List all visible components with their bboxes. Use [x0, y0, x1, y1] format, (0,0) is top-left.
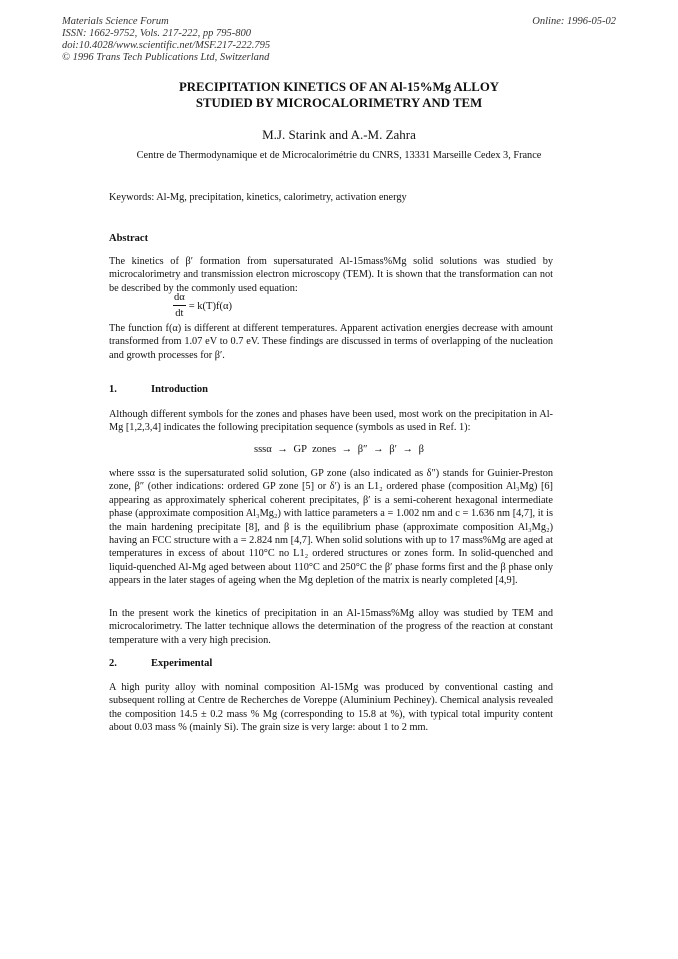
doi-line: doi:10.4028/www.scientific.net/MSF.217-222.795: [62, 40, 271, 51]
authors: M.J. Starink and A.-M. Zahra: [262, 127, 416, 142]
keywords: Keywords: Al-Mg, precipitation, kinetics, calorimetry, activation energy: [109, 192, 407, 203]
title-line-1: PRECIPITATION KINETICS OF AN Al-15%Mg ALLOY: [178, 80, 500, 94]
abstract-paragraph-2: The function f(α) is different at different temperatures. Apparent activation energies decrease with amount transformed from 1.07 eV to 0.7 eV. These findings are discussed in terms of overlapping of the nucleation and growth processes for β′.: [109, 323, 553, 361]
section-title-experimental: Experimental: [151, 658, 213, 669]
title-line-2: STUDIED BY MICROCALORIMETRY AND TEM: [195, 96, 483, 110]
equation-numerator: dα: [173, 292, 186, 306]
precipitation-sequence: sssα → GP zones → β″ → β′ → β: [253, 444, 425, 455]
online-date: Online: 1996-05-02: [532, 16, 616, 27]
issn-line: ISSN: 1662-9752, Vols. 217-222, pp 795-800: [62, 28, 251, 39]
journal-name: Materials Science Forum: [62, 16, 169, 27]
equation-fraction: [173, 292, 186, 320]
rate-equation: [173, 292, 232, 320]
abstract-heading: Abstract: [109, 233, 149, 244]
paper-title: [0, 79, 678, 111]
journal-header: [62, 16, 270, 64]
section-title-introduction: Introduction: [151, 384, 208, 395]
experimental-paragraph-1: A high purity alloy with nominal composition Al-15Mg was produced by conventional casting and subsequent rolling at Centre de Recherches de Voreppe (Aluminium Pechiney). Chemical analysis revealed the composition 14.5 ± 0.2 mass % Mg (corresponding to 15.8 at %), with typical total impurity content about 0.03 mass % (mainly Si). The grain size is very large: about 1 to 2 mm.: [109, 682, 553, 734]
affiliation: Centre de Thermodynamique et de Microcalorimétrie du CNRS, 13331 Marseille Cedex 3, France: [136, 150, 542, 161]
copyright-line: © 1996 Trans Tech Publications Ltd, Switzerland: [62, 52, 270, 63]
abstract-paragraph-1: The kinetics of β′ formation from supersaturated Al-15mass%Mg solid solutions was studied by microcalorimetry and transmission electron microscopy (TEM). It is shown that the transformation can not be described by the commonly used equation:: [109, 256, 553, 294]
intro-paragraph-1: Although different symbols for the zones and phases have been used, most work on the precipitation in Al-Mg [1,2,3,4] indicates the following precipitation sequence (symbols as used in Ref. 1):: [109, 409, 553, 434]
section-number-1: 1.: [109, 384, 117, 395]
intro-paragraph-2: where sssα is the supersaturated solid solution, GP zone (also indicated as δ″) stands for Guinier-Preston zone, β″ (other indications: ordered GP zone [5] or δ′) is an L1₂ ordered phase (composition Al₃Mg) [6] appearing as approximately spherical coherent precipitates, β′ is a semi-coherent hexagonal intermediate phase (approximate composition Al₃Mg₂) with lattice parameters a = 1.002 nm and c = 1.636 nm [4,7], it is the main hardening precipitate [8], and β is the equilibrium phase (approximate composition Al₃Mg₂) having an FCC structure with a = 2.824 nm [4,7]. When solid solutions with up to 17 mass%Mg are aged at temperatures in excess of about 110°C no L1₂ ordered structures or zones form. In solid-quenched and liquid-quenched Al-Mg aged between about 110°C and 250°C the β′ phase forms first and the β phase only appears in the later stages of ageing when the Mg depletion of the matrix is nearly completed [4,9].: [109, 468, 553, 587]
equation-denominator: dt: [175, 308, 184, 319]
intro-paragraph-3: In the present work the kinetics of precipitation in an Al-15mass%Mg alloy was studied by TEM and microcalorimetry. The latter technique allows the determination of the progress of the reaction at constant temperature with a very high precision.: [109, 608, 553, 646]
equation-rhs: = k(T)f(α): [188, 300, 232, 312]
section-number-2: 2.: [109, 658, 117, 669]
